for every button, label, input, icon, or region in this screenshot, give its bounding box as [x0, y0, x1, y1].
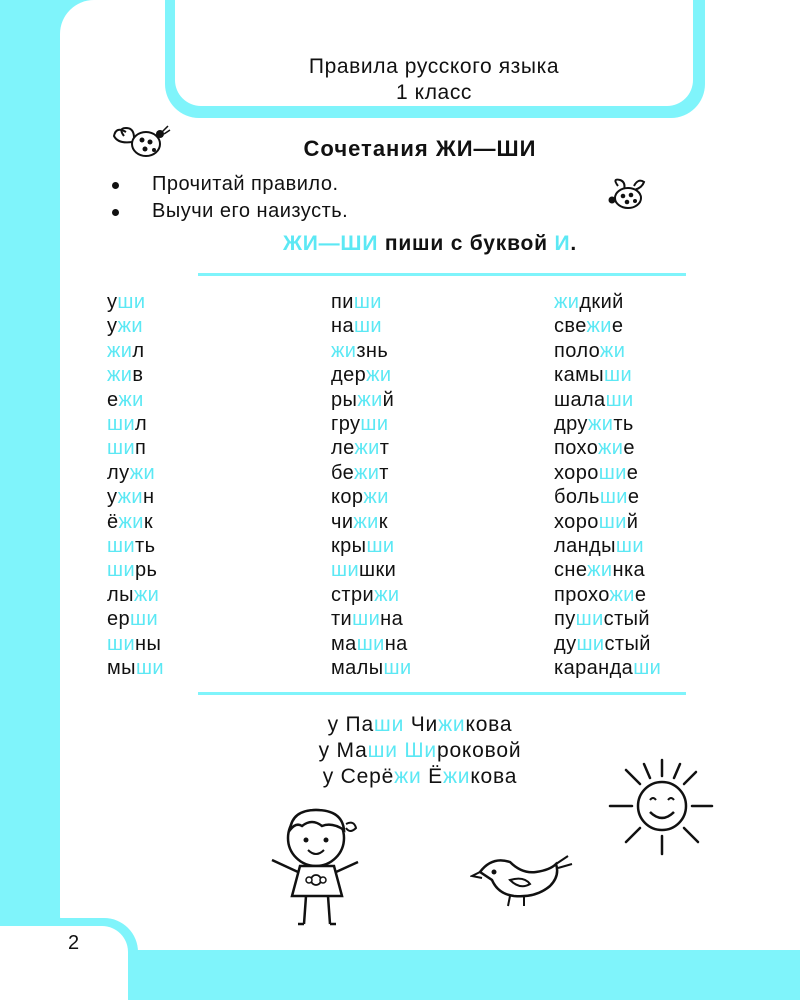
word-item	[554, 632, 661, 656]
word-part: пи	[331, 291, 354, 313]
word-item	[107, 339, 164, 363]
word-item	[554, 534, 661, 558]
word-part: л	[132, 339, 145, 362]
word-part: е	[611, 315, 624, 338]
header	[175, 0, 693, 106]
sun-icon	[592, 756, 732, 876]
word-part: поло	[554, 339, 600, 362]
name-highlight: ши	[373, 713, 405, 736]
word-part: стри	[331, 583, 375, 606]
word-highlight: жи	[363, 486, 389, 509]
word-highlight: ши	[383, 657, 412, 680]
word-highlight: жи	[107, 364, 133, 387]
name-part: Ё	[421, 765, 443, 788]
word-part: нка	[612, 559, 646, 582]
word-item	[554, 607, 661, 631]
word-part: н	[142, 486, 155, 509]
word-item	[554, 656, 661, 680]
word-item	[554, 583, 661, 607]
word-item	[331, 583, 412, 607]
word-item	[107, 363, 164, 387]
word-item	[107, 485, 164, 509]
word-item	[107, 558, 164, 582]
word-part: све	[554, 315, 587, 338]
word-item	[554, 510, 661, 534]
word-part: т	[379, 461, 389, 484]
word-part: е	[634, 583, 647, 606]
word-highlight: ши	[576, 632, 605, 655]
word-item	[331, 314, 412, 338]
word-item	[331, 339, 412, 363]
word-item	[331, 412, 412, 436]
word-part: к	[378, 510, 388, 533]
word-part: каранда	[554, 657, 634, 680]
word-column	[107, 290, 164, 681]
word-part: прохо	[554, 583, 610, 606]
word-part: сне	[554, 559, 588, 582]
word-item	[331, 632, 412, 656]
name-part: кова	[465, 713, 513, 736]
word-part: в	[132, 364, 144, 387]
word-part: ле	[331, 437, 355, 460]
word-item	[331, 510, 412, 534]
name-highlight: Ши	[404, 739, 437, 762]
word-part: у	[107, 291, 118, 313]
name-part: у Серё	[322, 765, 395, 788]
word-highlight: жи	[117, 486, 143, 509]
word-part: камы	[554, 364, 605, 387]
word-highlight: ши	[366, 535, 395, 558]
word-part: кры	[331, 535, 367, 558]
divider	[198, 692, 686, 695]
word-part: й	[382, 388, 395, 411]
word-part: ланды	[554, 535, 616, 558]
word-part: ти	[331, 608, 353, 631]
word-highlight: ши	[599, 486, 628, 509]
word-highlight: жи	[117, 315, 143, 338]
word-highlight: ши	[353, 291, 382, 313]
child-icon	[262, 800, 372, 930]
word-part: на	[380, 608, 404, 631]
word-part: хоро	[554, 510, 599, 533]
word-part: кор	[331, 486, 364, 509]
word-highlight: ши	[604, 364, 633, 387]
word-item	[554, 339, 661, 363]
word-part: ть	[135, 535, 156, 558]
word-item	[554, 388, 661, 412]
word-highlight: жи	[354, 437, 380, 460]
header-grade: 1 класс	[395, 81, 473, 104]
word-item	[107, 656, 164, 680]
word-item	[107, 436, 164, 460]
word-highlight: ши	[352, 608, 381, 631]
word-highlight: ши	[107, 413, 136, 436]
word-highlight: жи	[331, 339, 357, 362]
word-highlight: ши	[360, 413, 389, 436]
name-part: у Ма	[318, 739, 368, 762]
name-highlight: жи	[394, 765, 422, 788]
bird-icon	[470, 850, 580, 910]
word-highlight: ши	[107, 559, 136, 582]
name-part: у Па	[327, 713, 374, 736]
word-item	[554, 436, 661, 460]
word-part: е	[626, 461, 639, 484]
divider	[198, 273, 686, 276]
word-item	[331, 363, 412, 387]
word-highlight: жи	[366, 364, 392, 387]
word-part: к	[143, 510, 154, 533]
word-item	[107, 583, 164, 607]
word-item	[331, 656, 412, 680]
word-part: на	[331, 315, 354, 338]
word-highlight: ши	[575, 608, 604, 631]
word-highlight: жи	[588, 413, 614, 436]
example-name-line	[220, 738, 620, 764]
word-part: й	[626, 510, 639, 533]
word-highlight: ши	[331, 559, 360, 582]
word-part: ма	[331, 632, 357, 655]
word-highlight: жи	[118, 388, 144, 411]
word-column	[331, 290, 412, 681]
word-highlight: ши	[135, 657, 164, 680]
word-item	[107, 290, 164, 314]
rule-highlight: И	[554, 232, 571, 255]
word-highlight: жи	[133, 583, 160, 606]
word-item	[107, 412, 164, 436]
word-highlight: ши	[117, 291, 146, 313]
word-part: у	[107, 315, 118, 338]
word-part: знь	[356, 339, 389, 362]
word-part: дкий	[579, 291, 624, 313]
word-item	[554, 485, 661, 509]
word-part: на	[384, 632, 408, 655]
word-highlight: жи	[598, 437, 624, 460]
word-part: шки	[359, 559, 397, 582]
name-highlight: ши	[367, 739, 398, 762]
word-item	[331, 534, 412, 558]
header-title: Правила русского языка	[308, 55, 560, 78]
word-item	[331, 607, 412, 631]
word-part: т	[379, 437, 390, 460]
word-highlight: ши	[598, 461, 627, 484]
word-highlight: ши	[598, 510, 627, 533]
word-part: стый	[604, 632, 651, 655]
word-highlight: ши	[605, 388, 634, 411]
instruction-item: Прочитай правило.	[108, 171, 348, 198]
rule-text: .	[570, 232, 578, 255]
word-part: ны	[135, 632, 162, 655]
word-part: бе	[331, 461, 354, 484]
word-item	[107, 388, 164, 412]
word-highlight: ши	[130, 608, 159, 631]
word-highlight: ши	[356, 632, 385, 655]
word-part: л	[135, 413, 148, 436]
word-item	[107, 461, 164, 485]
word-part: лы	[107, 583, 134, 606]
word-part: боль	[554, 486, 600, 509]
word-part: похо	[554, 437, 599, 460]
word-highlight: жи	[587, 559, 613, 582]
instructions-list	[108, 171, 348, 225]
name-part: кова	[470, 765, 518, 788]
word-part: ть	[613, 413, 634, 436]
rule-statement	[180, 232, 680, 256]
word-highlight: жи	[357, 388, 383, 411]
word-item	[331, 290, 412, 314]
word-item	[554, 314, 661, 338]
word-item	[107, 632, 164, 656]
word-highlight: жи	[609, 583, 635, 606]
word-part: у	[107, 486, 118, 509]
word-item	[554, 461, 661, 485]
word-item	[107, 534, 164, 558]
word-part: е	[627, 486, 640, 509]
word-column	[554, 290, 661, 681]
word-item	[107, 607, 164, 631]
word-item	[331, 461, 412, 485]
word-part: ры	[331, 388, 358, 411]
word-part: дер	[331, 364, 367, 387]
word-item	[554, 290, 661, 314]
word-part: мы	[107, 657, 136, 680]
page-number-area	[0, 926, 128, 1000]
example-name-line	[220, 712, 620, 738]
word-highlight: ши	[353, 315, 382, 338]
word-item	[331, 485, 412, 509]
word-part: е	[623, 437, 635, 460]
word-highlight: ши	[107, 437, 136, 460]
ladybug-icon	[112, 122, 172, 162]
word-item	[107, 314, 164, 338]
word-highlight: жи	[586, 315, 612, 338]
word-item	[331, 436, 412, 460]
name-part: роковой	[436, 739, 522, 762]
word-item	[554, 558, 661, 582]
word-highlight: ши	[107, 535, 136, 558]
ladybug-icon	[604, 176, 654, 212]
word-part: ду	[554, 632, 577, 655]
word-highlight: ши	[633, 657, 662, 680]
word-part: стый	[603, 608, 650, 631]
word-part: ер	[107, 608, 131, 631]
word-part: п	[135, 437, 147, 460]
rule-text: пиши с буквой	[378, 232, 555, 255]
word-item	[554, 363, 661, 387]
name-highlight: жи	[442, 765, 471, 788]
word-highlight: жи	[129, 461, 156, 484]
word-part: чи	[331, 510, 354, 533]
word-part: гру	[331, 413, 361, 436]
word-item	[107, 510, 164, 534]
word-highlight: жи	[353, 461, 380, 484]
word-item	[554, 412, 661, 436]
word-highlight: ши	[107, 632, 136, 655]
rule-highlight: ЖИ—ШИ	[282, 232, 379, 255]
instruction-item: Выучи его наизусть.	[108, 198, 348, 225]
word-highlight: ши	[615, 535, 644, 558]
rule-title: Сочетания ЖИ—ШИ	[303, 136, 537, 161]
word-item	[331, 558, 412, 582]
word-part: ё	[107, 510, 119, 533]
word-part: шала	[554, 388, 606, 411]
word-part: рь	[135, 559, 158, 582]
word-highlight: жи	[107, 339, 133, 362]
word-part: хоро	[554, 461, 599, 484]
word-part: малы	[331, 657, 384, 680]
word-part: е	[107, 388, 119, 411]
word-item	[331, 388, 412, 412]
word-highlight: жи	[554, 291, 580, 313]
word-part: пу	[554, 608, 576, 631]
page-number: 2	[68, 932, 80, 954]
word-highlight: жи	[374, 583, 400, 606]
word-highlight: жи	[599, 339, 626, 362]
example-names	[220, 712, 620, 790]
example-name-line	[220, 764, 620, 790]
name-highlight: жи	[438, 713, 466, 736]
name-part: Чи	[404, 713, 439, 736]
word-part: дру	[554, 413, 588, 436]
word-highlight: жи	[118, 510, 144, 533]
word-highlight: жи	[353, 510, 379, 533]
word-part: лу	[107, 461, 130, 484]
